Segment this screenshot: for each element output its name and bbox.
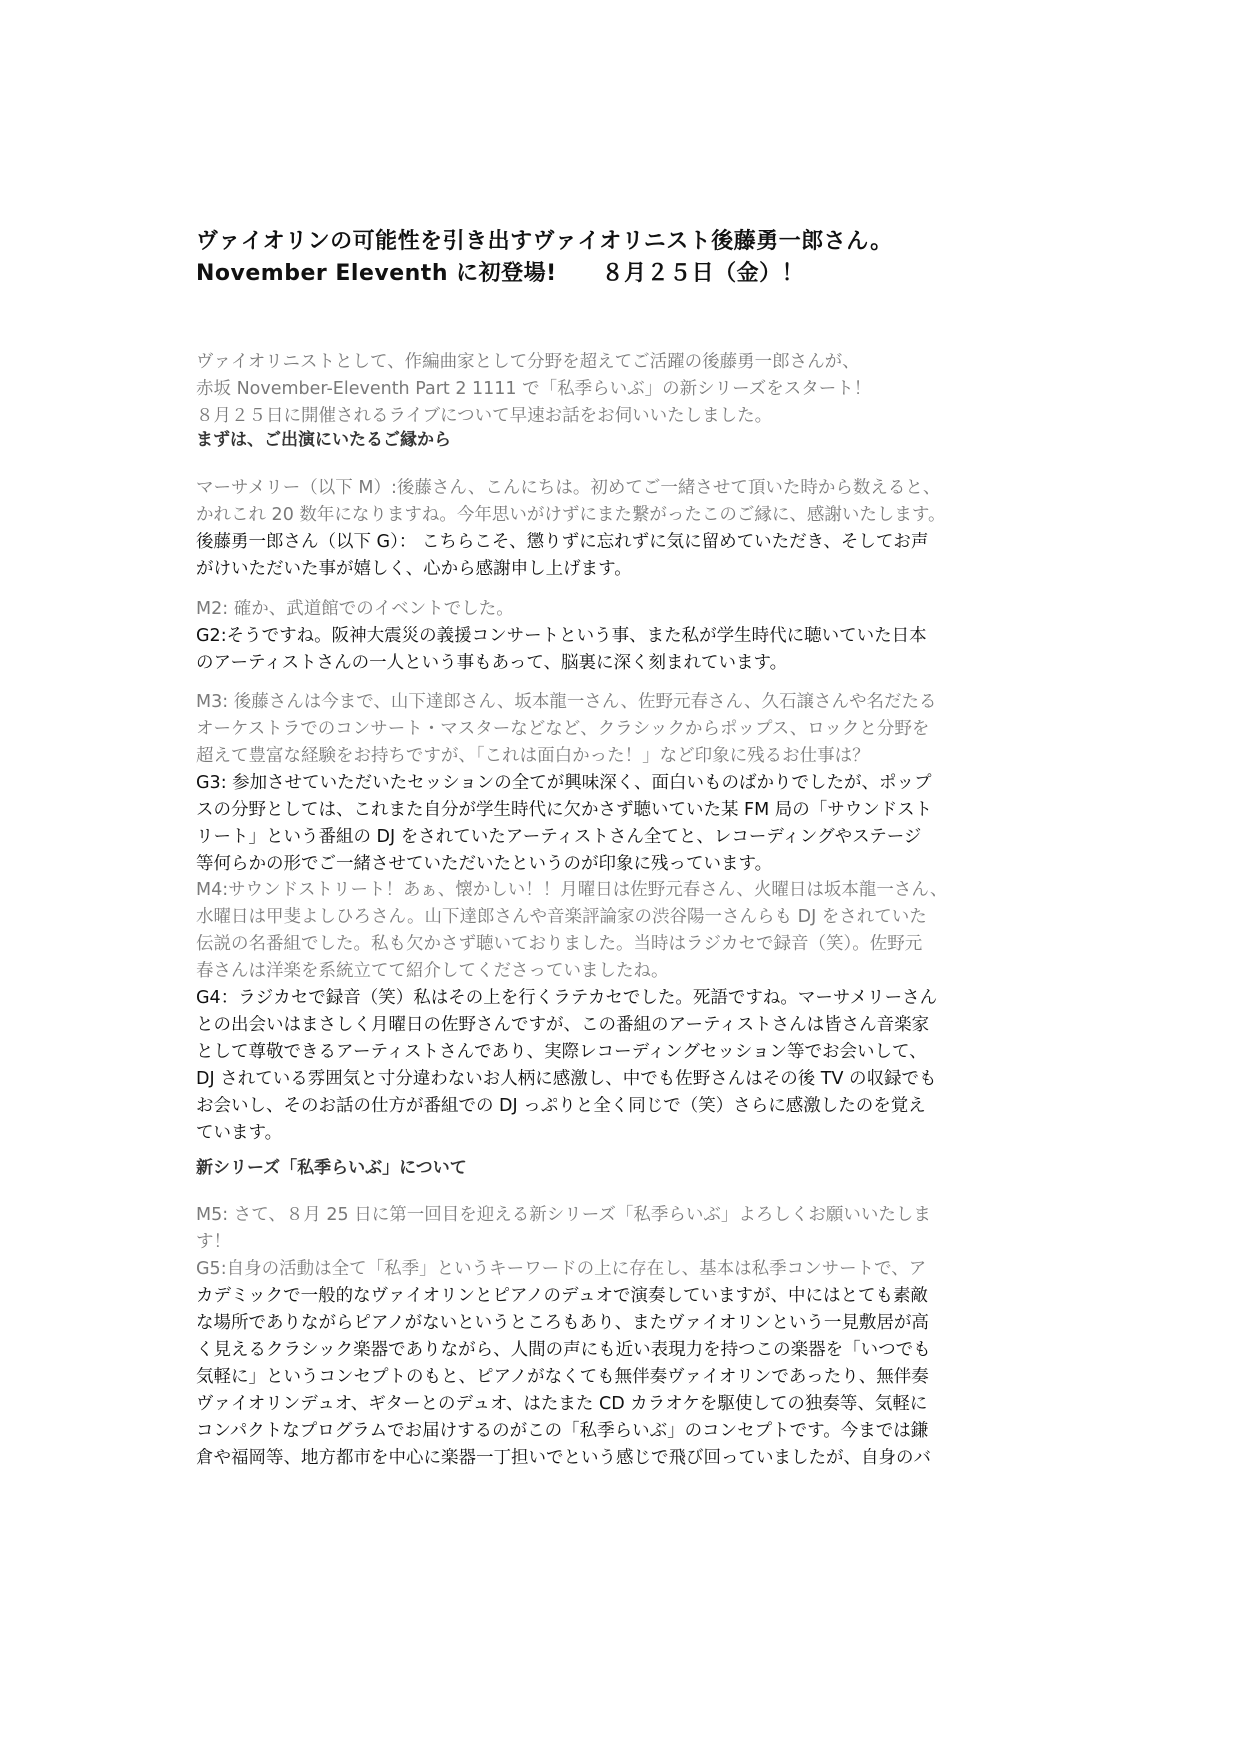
dialogue-block — [196, 877, 1076, 1147]
dialogue-block — [196, 596, 1076, 677]
answer-line: リート」という番組の DJ をされていたアーティストさん全てと、レコーディングやステージ — [196, 827, 922, 847]
answer-line: カデミックで一般的なヴァイオリンとピアノのデュオで演奏していますが、中にはとても素敵 — [196, 1286, 929, 1306]
answer-line: 倉や福岡等、地方都市を中心に楽器一丁担いでという感じで飛び回っていましたが、自身のバ — [196, 1448, 931, 1468]
dialogue-block — [196, 475, 1076, 583]
question-line: 水曜日は甲斐よしひろさん。山下達郎さんや音楽評論家の渋谷陽一さんらも DJ をされていた — [196, 907, 927, 927]
answer-line: 気軽に」というコンセプトのもと、ピアノがなくても無伴奏ヴァイオリンであったり、無伴奏 — [196, 1367, 929, 1387]
answer-line: との出会いはまさしく月曜日の佐野さんですが、この番組のアーティストさんは皆さん音楽家 — [196, 1015, 930, 1035]
section-heading-new-series: 新シリーズ「私季らいぶ」について — [196, 1158, 467, 1178]
question-line: M2: 確か、武道館でのイベントでした。 — [196, 599, 514, 619]
answer-line: ヴァイオリンデュオ、ギターとのデュオ、はたまた CD カラオケを駆使しての独奏等、気軽に — [196, 1394, 928, 1414]
answer-line: G3: 参加させていただいたセッションの全てが興味深く、面白いものばかりでしたが、ポップ — [196, 773, 932, 793]
question-line: マーサメリー（以下 M）:後藤さん、こんにちは。初めてご一緒させて頂いた時から数えると、 — [196, 478, 941, 498]
question-line: 春さんは洋楽を系統立てて紹介してくださっていましたね。 — [196, 961, 669, 981]
question-line: G5:自身の活動は全て「私季」というキーワードの上に存在し、基本は私季コンサートで、ア — [196, 1259, 927, 1279]
intro-line: ８月２５日に開催されるライブについて早速お話をお伺いいたしました。 — [196, 406, 773, 426]
question-line: す！ — [196, 1232, 231, 1252]
answer-line: がけいただいた事が嬉しく、心から感謝申し上げます。 — [196, 559, 632, 579]
section-heading-origin: まずは、ご出演にいたるご縁から — [196, 430, 451, 450]
dialogue-block — [196, 689, 1076, 878]
answer-line: 等何らかの形でご一緒させていただいたというのが印象に残っています。 — [196, 854, 773, 874]
answer-line: お会いし、そのお話の仕方が番組での DJ っぷりと全く同じで（笑）さらに感激したのを覚え — [196, 1096, 926, 1116]
answer-line: な場所でありながらピアノがないというところもあり、またヴァイオリンという一見敷居が高 — [196, 1313, 929, 1333]
article-title — [196, 226, 1076, 290]
answer-line: く見えるクラシック楽器でありながら、人間の声にも近い表現力を持つこの楽器を「いつでも — [196, 1340, 931, 1360]
question-line: M5: さて、８月 25 日に第一回目を迎える新シリーズ「私季らいぶ」よろしくお願いいたしま — [196, 1205, 931, 1225]
answer-line: 後藤勇一郎さん（以下 G）： こちらこそ、懲りずに忘れずに気に留めていただき、そしてお声 — [196, 532, 929, 552]
title-line-2: November Eleventh に初登場! ８月２５日（金）！ — [196, 261, 805, 286]
title-line-1: ヴァイオリンの可能性を引き出すヴァイオリニスト後藤勇一郎さん。 — [196, 229, 893, 254]
question-line: 伝説の名番組でした。私も欠かさず聴いておりました。当時はラジカセで録音（笑）。佐野元 — [196, 934, 923, 954]
dialogue-block — [196, 1202, 1076, 1472]
answer-line: のアーティストさんの一人という事もあって、脳裏に深く刻まれています。 — [196, 653, 788, 673]
answer-line: として尊敬できるアーティストさんであり、実際レコーディングセッション等でお会いして、 — [196, 1042, 927, 1062]
question-line: かれこれ 20 数年になりますね。今年思いがけずにまた繋がったこのご縁に、感謝いたします。 — [196, 505, 946, 525]
answer-line: ています。 — [196, 1123, 283, 1143]
answer-line: スの分野としては、これまた自分が学生時代に欠かさず聴いていた某 FM 局の「サウンドスト — [196, 800, 933, 820]
answer-line: コンパクトなプログラムでお届けするのがこの「私季らいぶ」のコンセプトです。今までは鎌 — [196, 1421, 929, 1441]
question-line: M3: 後藤さんは今まで、山下達郎さん、坂本龍一さん、佐野元春さん、久石譲さんや名だたる — [196, 692, 937, 712]
answer-line: G4：ラジカセで録音（笑）私はその上を行くラテカセでした。死語ですね。マーサメリーさん — [196, 988, 938, 1008]
intro-line: 赤坂 November-Eleventh Part 2 1111 で「私季らいぶ」の新シリーズをスタート！ — [196, 379, 872, 399]
answer-line: G2:そうですね。阪神大震災の義援コンサートという事、また私が学生時代に聴いていた日本 — [196, 626, 927, 646]
intro-line: ヴァイオリニストとして、作編曲家として分野を超えてご活躍の後藤勇一郎さんが、 — [196, 352, 860, 372]
answer-line: DJ されている雰囲気と寸分違わないお人柄に感激し、中でも佐野さんはその後 TV の収録でも — [196, 1069, 937, 1089]
intro-paragraph — [196, 349, 1076, 430]
question-line: オーケストラでのコンサート・マスターなどなど、クラシックからポップス、ロックと分野を — [196, 719, 930, 739]
question-line: M4:サウンドストリート！あぁ、懐かしい！！月曜日は佐野元春さん、火曜日は坂本龍一さん、 — [196, 880, 948, 900]
question-line: 超えて豊富な経験をお持ちですが、「これは面白かった！」など印象に残るお仕事は？ — [196, 746, 870, 766]
